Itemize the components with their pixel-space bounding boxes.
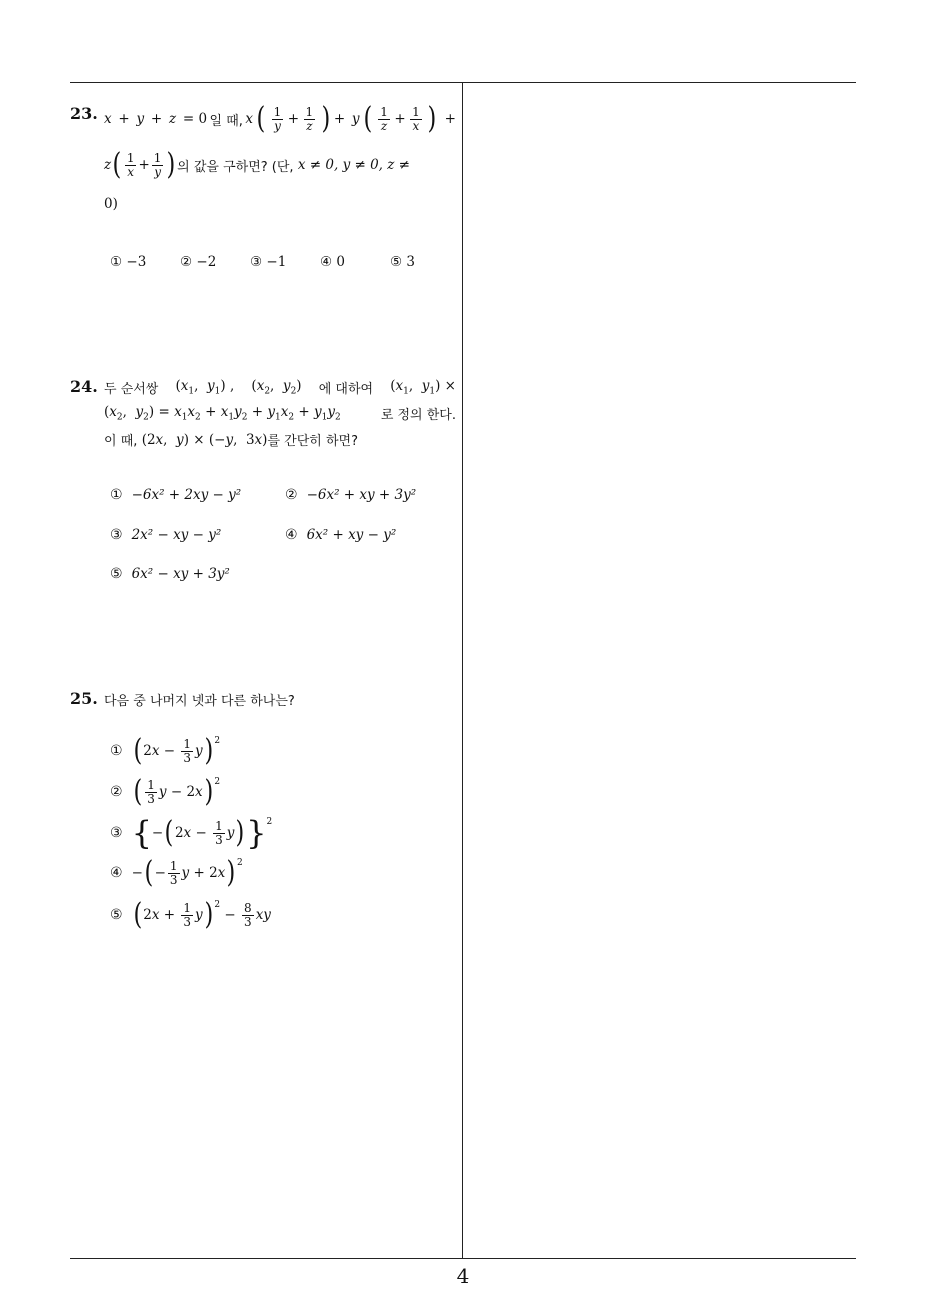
bottom-rule: [70, 1258, 856, 1259]
question-24-line-3: 이 때, (2x, y) × (−y, 3x) 를 간단히 하면?: [104, 431, 358, 449]
question-25-text: 다음 중 나머지 넷과 다른 하나는?: [104, 694, 295, 709]
q24-text-c: 로 정의 한다.: [380, 408, 456, 423]
q24-text-b: 에 대하여: [318, 382, 374, 397]
q24-text-e: 를 간단히 하면?: [267, 434, 358, 449]
q23-value-text: 의 값을 구하면? (단,: [177, 159, 294, 175]
page-number: 4: [456, 1264, 470, 1288]
q25-choice-3[interactable]: ③ { − ( 2 x − $\frac{1}{3}$ y ) } $^2$: [110, 814, 273, 852]
column-divider: [462, 82, 463, 1259]
q23-when: 일 때,: [209, 113, 243, 129]
q25-choice-4[interactable]: ④ − ( − $\frac{1}{3}$ y + 2 x ) $^2$: [110, 855, 243, 890]
q24-choice-5[interactable]: ⑤ 6x² − xy + 3y²: [110, 566, 230, 582]
q24-text-a: 두 순서쌍: [104, 382, 159, 397]
question-25-number: 25.: [70, 689, 98, 708]
q25-choice-5[interactable]: ⑤ ( 2 x + $\frac{1}{3}$ y ) $^2$ − $\frac{8}{3}$ xy: [110, 897, 271, 932]
question-23-line-3: 0): [104, 196, 118, 212]
q24-text-d: 이 때,: [104, 434, 138, 449]
q24-choice-3[interactable]: ③ 2x² − xy − y²: [110, 527, 222, 543]
q23-cond-x: x ≠ 0,: [297, 157, 339, 173]
question-24-line-2: ($x_2$, $y_2) = x_1x_2 + x_1y_2 + y_1x_2 + y_1y_2$ 로 정의 한다.: [104, 404, 456, 423]
q23-choice-2[interactable]: ② −2: [180, 254, 217, 270]
q24-choice-2[interactable]: ② −6x² + xy + 3y²: [285, 487, 417, 503]
q23-cond-z: z ≠: [387, 157, 410, 173]
q24-choice-1[interactable]: ① −6x² + 2xy − y²: [110, 487, 242, 503]
question-23-line-1: x + y + z = 0 일 때, x ( $\frac{1}{y}$ + $\frac{1}{z}$ ) + y ( $\frac{1}{z}$ + $\frac{1}{x}$ ) +: [104, 101, 456, 136]
q23-choice-4[interactable]: ④ 0: [320, 254, 345, 270]
question-24-number: 24.: [70, 377, 98, 396]
top-rule: [70, 82, 856, 83]
q23-cond-y: y ≠ 0,: [342, 157, 383, 173]
question-24-line-1: 두 순서쌍 ($x_1$, $y_1$) , ($x_2$, $y_2$) 에 대하여 ($x_1$, $y_1$) ×: [104, 378, 456, 397]
q23-choice-1[interactable]: ① −3: [110, 254, 147, 270]
q24-choice-4[interactable]: ④ 6x² + xy − y²: [285, 527, 397, 543]
q23-choice-5[interactable]: ⑤ 3: [390, 254, 415, 270]
question-23-line-2: z ( $\frac{1}{x}$ + $\frac{1}{y}$ ) 의 값을 구하면? (단, x ≠ 0, y ≠ 0, z ≠: [104, 147, 410, 182]
q23-choice-3[interactable]: ③ −1: [250, 254, 287, 270]
question-23-number: 23.: [70, 104, 98, 123]
q25-choice-2[interactable]: ② ( $\frac{1}{3}$ y − 2 x ) $^2$: [110, 774, 221, 809]
q25-choice-1[interactable]: ① ( 2 x − $\frac{1}{3}$ y ) $^2$: [110, 733, 221, 768]
